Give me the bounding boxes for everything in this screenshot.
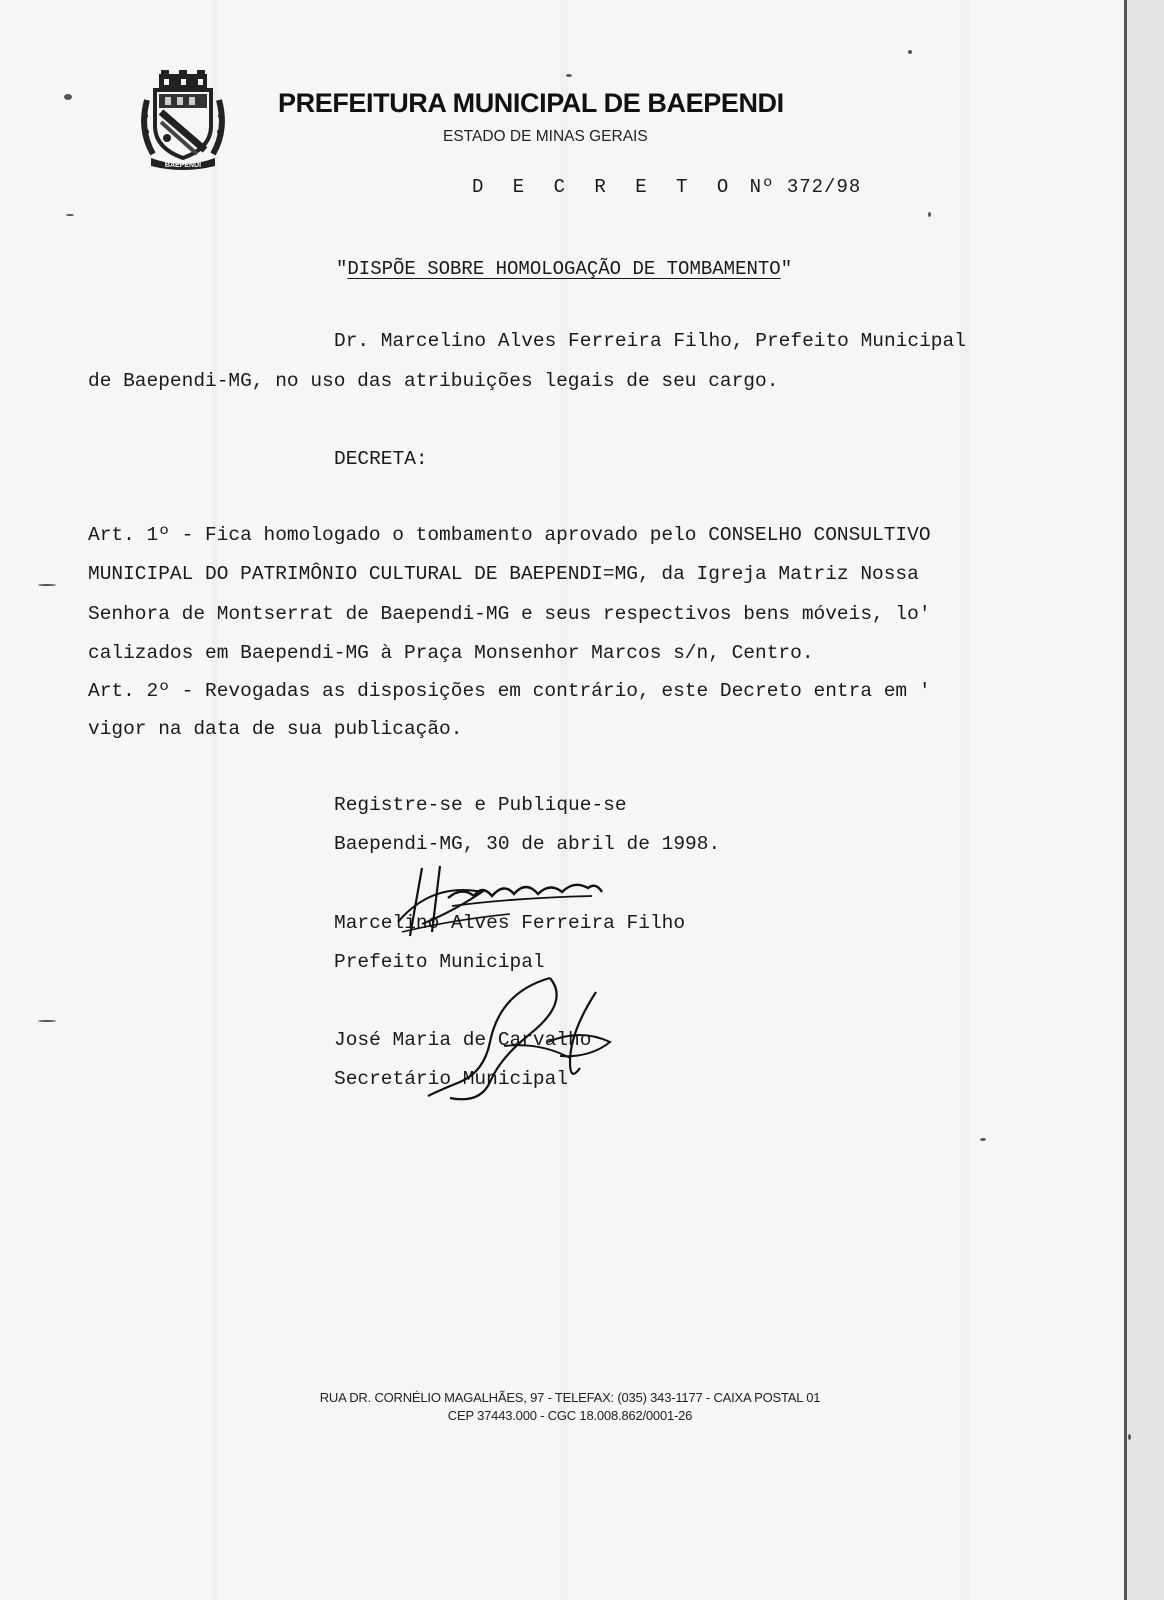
mayor-title: Prefeito Municipal bbox=[334, 951, 545, 973]
mayor-name: Marcelino Alves Ferreira Filho bbox=[334, 912, 686, 934]
scan-streak bbox=[212, 0, 218, 1600]
page-edge-line bbox=[1124, 0, 1127, 1600]
article-line: calizados em Baependi-MG à Praça Monsenhor Marcos s/n, Centro. bbox=[88, 642, 814, 664]
subject-quote-open: " bbox=[336, 258, 348, 280]
decree-number bbox=[472, 176, 861, 198]
scan-speck bbox=[980, 1138, 986, 1141]
footer-address: RUA DR. CORNÉLIO MAGALHÃES, 97 - TELEFAX: (035) 343-1177 - CAIXA POSTAL 01 bbox=[319, 1390, 821, 1405]
preamble-line: Dr. Marcelino Alves Ferreira Filho, Prefeito Municipal bbox=[334, 330, 966, 352]
scan-speck bbox=[566, 74, 572, 77]
decreta-heading: DECRETA: bbox=[334, 448, 428, 470]
decree-label: D E C R E T O bbox=[472, 176, 738, 198]
article-line: MUNICIPAL DO PATRIMÔNIO CULTURAL DE BAEPENDI=MG, da Igreja Matriz Nossa bbox=[88, 563, 919, 585]
subject-quote-close: " bbox=[780, 258, 793, 280]
scan-speck bbox=[38, 584, 56, 586]
page-edge bbox=[1124, 0, 1164, 1600]
scan-speck bbox=[66, 214, 74, 216]
page-title: PREFEITURA MUNICIPAL DE BAEPENDI bbox=[278, 88, 784, 118]
closing-date: Baependi-MG, 30 de abril de 1998. bbox=[334, 833, 721, 855]
scan-streak bbox=[960, 0, 970, 1600]
mayor-signature-icon bbox=[392, 862, 622, 942]
crest-ribbon-text: BAEPENDI bbox=[164, 162, 202, 169]
scan-speck bbox=[38, 1020, 56, 1022]
municipal-crest-icon bbox=[137, 70, 229, 170]
secretary-signature-icon bbox=[420, 972, 620, 1112]
preamble-line: de Baependi-MG, no uso das atribuições legais de seu cargo. bbox=[88, 370, 779, 392]
page-subtitle: ESTADO DE MINAS GERAIS bbox=[443, 128, 648, 145]
footer-registration: CEP 37443.000 - CGC 18.008.862/0001-26 bbox=[447, 1408, 693, 1423]
scan-speck bbox=[1128, 1434, 1131, 1440]
scan-speck bbox=[64, 94, 72, 100]
decree-subject-text: DISPÕE SOBRE HOMOLOGAÇÃO DE TOMBAMENTO bbox=[347, 258, 781, 280]
secretary-title: Secretário Municipal bbox=[334, 1068, 569, 1090]
secretary-name: José Maria de Carvalho bbox=[334, 1029, 592, 1051]
article-line: Art. 2º - Revogadas as disposições em contrário, este Decreto entra em ' bbox=[88, 680, 931, 702]
article-line: vigor na data de sua publicação. bbox=[88, 718, 463, 740]
article-line: Art. 1º - Fica homologado o tombamento aprovado pelo CONSELHO CONSULTIVO bbox=[88, 524, 931, 546]
scan-speck bbox=[928, 212, 931, 217]
article-line: Senhora de Montserrat de Baependi-MG e seus respectivos bens móveis, lo' bbox=[88, 603, 931, 625]
decree-subject bbox=[336, 258, 792, 280]
closing-line: Registre-se e Publique-se bbox=[334, 794, 627, 816]
decree-number-value: Nº 372/98 bbox=[749, 176, 862, 198]
scan-speck bbox=[908, 50, 912, 54]
